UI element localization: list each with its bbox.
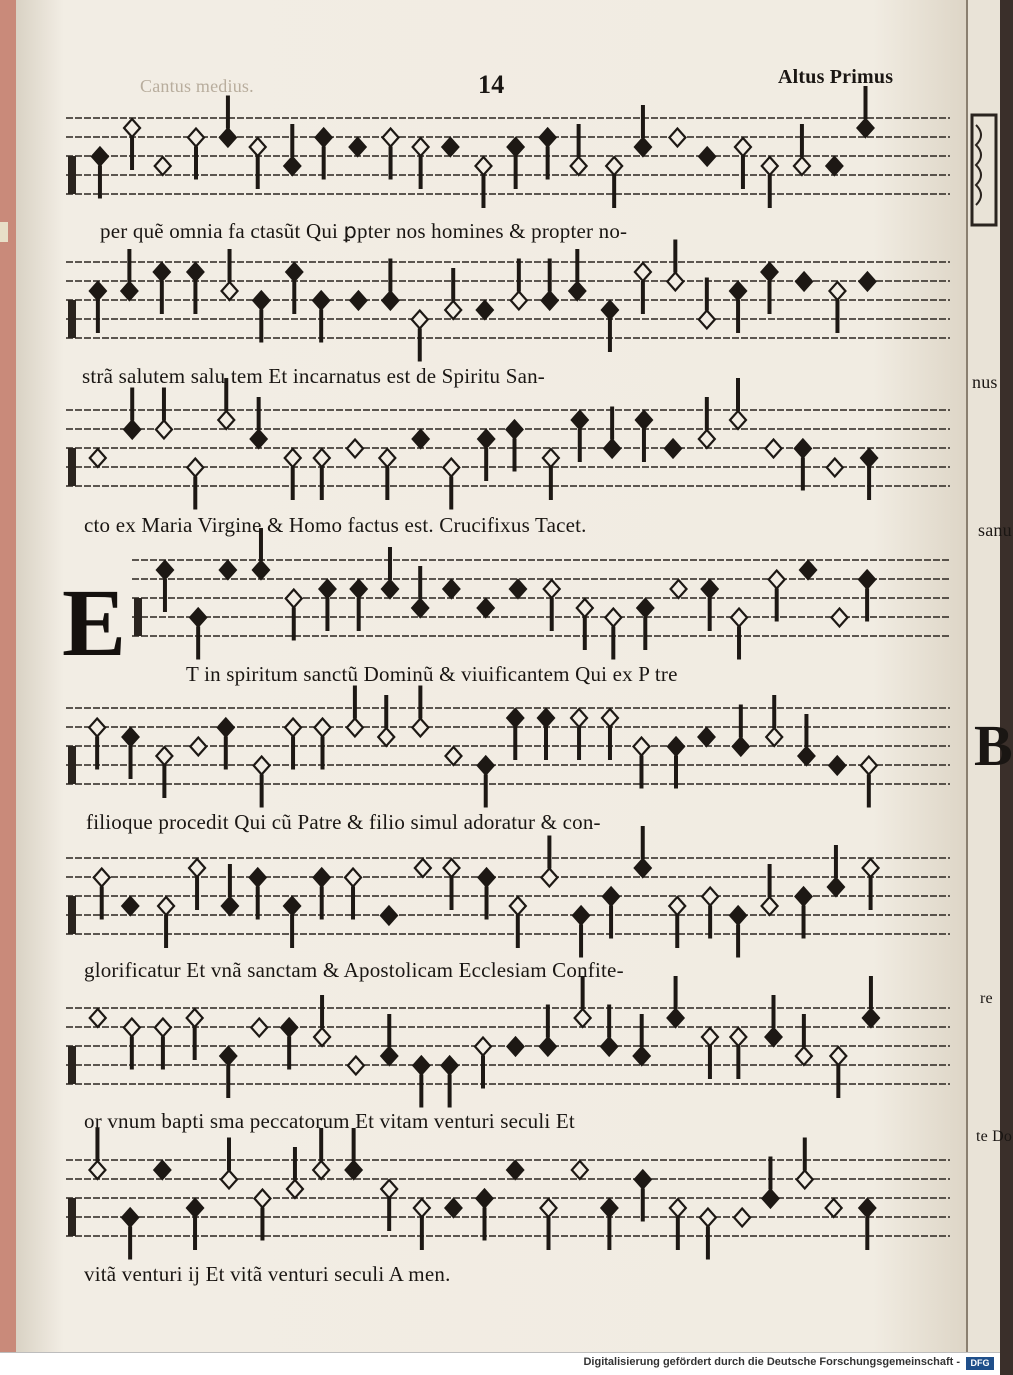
lyric-line-8: vitã venturi ij Et vitã venturi seculi A men.	[84, 1262, 451, 1286]
right-fragment-3: re	[980, 990, 993, 1007]
right-fragment-4: te Do	[976, 1128, 1013, 1145]
ghost-header: Cantus medius.	[140, 76, 254, 96]
page-edge-left	[0, 0, 16, 1352]
lyric-line-4: T in spiritum sanctũ Dominũ & viuificantem Qui ex P tre	[186, 662, 678, 686]
lyric-line-2: strã salutem salu tem Et incarnatus est de Spiritu San-	[82, 364, 545, 388]
footer-credit: Digitalisierung gefördert durch die Deutsche Forschungsgemeinschaft -	[583, 1356, 960, 1368]
voice-title: Altus Primus	[778, 66, 894, 88]
page-number: 14	[478, 70, 505, 99]
lyric-line-7: or vnum bapti sma peccatorum Et vitam venturi seculi Et	[84, 1109, 575, 1133]
lyric-line-1: per quẽ omnia fa ctasũt Qui ꝑpter nos homines & propter no-	[100, 219, 628, 243]
dfg-logo: DFG	[966, 1357, 994, 1370]
right-fragment-initial: B	[974, 713, 1013, 778]
right-fragment-1: nus	[972, 372, 998, 392]
lyric-line-3: cto ex Maria Virgine & Homo factus est. Crucifixus Tacet.	[84, 513, 587, 537]
decorated-initial: E	[62, 569, 127, 676]
footer-bar	[0, 1352, 1000, 1375]
lyric-line-5: filioque procedit Qui cũ Patre & filio simul adoratur & con-	[86, 810, 601, 834]
lyric-line-6: glorificatur Et vnã sanctam & Apostolicam Ecclesiam Confite-	[84, 958, 624, 982]
right-fragment-2: sanu	[978, 520, 1012, 540]
